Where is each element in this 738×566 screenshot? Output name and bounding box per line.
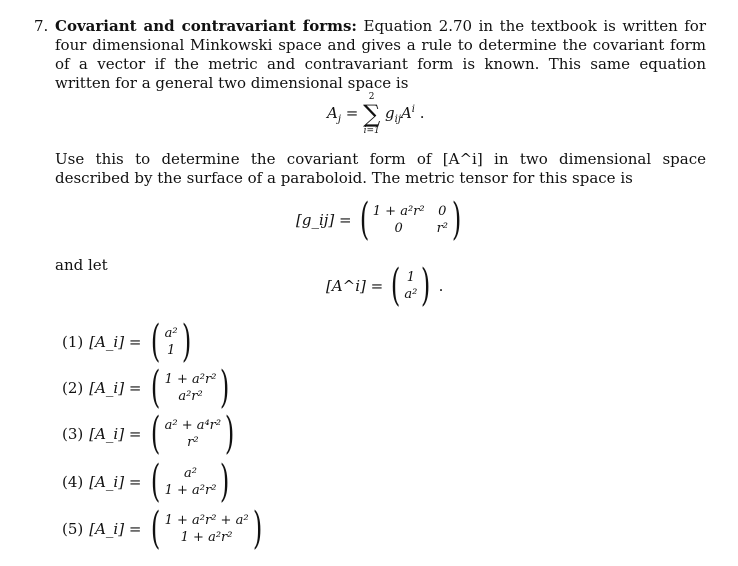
eq-term-g-sub: ij — [394, 114, 401, 125]
left-paren: ( — [151, 362, 161, 413]
eq-term-g: g — [385, 104, 395, 122]
contra-lhs: [A^i] = — [326, 277, 384, 295]
metric-cell-11: 1 + a²r² — [372, 204, 425, 219]
left-paren: ( — [151, 408, 161, 459]
contra-matrix — [326, 260, 444, 311]
contra-cell-1: 1 — [406, 270, 416, 285]
contra-grid — [404, 269, 417, 303]
summation-equation — [327, 92, 425, 136]
metric-cell-12: 0 — [438, 204, 447, 219]
option-cell-2: 1 + a²r² — [180, 530, 233, 545]
metric-equation — [296, 194, 465, 245]
option-label: (5) — [62, 520, 84, 538]
left-paren: ( — [151, 316, 161, 367]
option-label: (1) — [62, 333, 84, 351]
option-grid — [165, 325, 178, 359]
option-lhs: [A_i] = — [89, 473, 142, 491]
sum-upper-limit: 2 — [368, 92, 375, 102]
contra-cell-2: a² — [404, 287, 418, 302]
option-grid — [165, 371, 217, 405]
problem-7 — [34, 17, 706, 93]
option-matrix — [147, 408, 238, 459]
option-cell-1: a² + a⁴r² — [164, 418, 222, 433]
option-1[interactable] — [62, 318, 195, 366]
option-cell-1: a² — [164, 326, 178, 341]
eq-lhs-sub: j — [337, 114, 341, 125]
right-paren: ) — [220, 456, 230, 507]
problem-title: Covariant and contravariant forms: — [55, 17, 357, 35]
right-paren: ) — [252, 503, 262, 554]
option-cell-2: 1 — [166, 343, 176, 358]
problem-intro: Equation 2.70 in the textbook is written for four dimensional Minkowski space and gives a rule to determine the covariant form of a vector if the metric and contravariant form is known. This same equation written for a general two dimensional space is — [55, 17, 707, 92]
left-paren: ( — [151, 456, 161, 507]
option-matrix — [147, 362, 233, 413]
left-paren: ( — [391, 260, 401, 311]
option-grid — [165, 512, 249, 546]
option-cell-2: 1 + a²r² — [164, 483, 217, 498]
right-paren: ) — [451, 194, 462, 245]
option-lhs: [A_i] = — [89, 520, 142, 538]
eq-term-a-sup: i — [411, 104, 415, 115]
and-let-text: and let — [55, 256, 108, 274]
eq-lhs: A — [327, 104, 338, 122]
metric-matrix — [296, 194, 465, 245]
option-matrix — [147, 316, 194, 367]
sum-lower-limit: i=1 — [363, 126, 380, 136]
option-cell-2: r² — [187, 435, 199, 450]
eq-end: . — [419, 104, 425, 122]
contravariant-equation — [326, 260, 444, 311]
option-lhs: [A_i] = — [89, 379, 142, 397]
option-label: (4) — [62, 473, 84, 491]
option-label: (3) — [62, 425, 84, 443]
option-matrix — [147, 456, 233, 507]
option-lhs: [A_i] = — [89, 425, 142, 443]
option-cell-1: 1 + a²r² — [164, 372, 217, 387]
eq-term-a: A — [400, 104, 412, 122]
instruction-paragraph: Use this to determine the covariant form of [A^i] in two dimensional space described by the surface of a paraboloid. The metric tensor for this space is — [55, 150, 706, 187]
option-2[interactable] — [62, 364, 234, 412]
right-paren: ) — [224, 408, 235, 459]
metric-cell-22: r² — [436, 221, 449, 236]
metric-cell-21: 0 — [394, 221, 403, 236]
option-cell-1: 1 + a²r² + a² — [164, 513, 249, 528]
right-paren: ) — [220, 362, 230, 413]
option-cell-2: a²r² — [178, 389, 203, 404]
option-grid — [165, 417, 222, 451]
option-matrix — [147, 503, 265, 554]
problem-intro-paragraph — [55, 17, 706, 93]
metric-grid — [373, 203, 448, 237]
sigma-glyph: ∑ — [363, 100, 381, 128]
left-paren: ( — [359, 194, 369, 245]
problem-number: 7. — [34, 17, 49, 35]
left-paren: ( — [151, 503, 161, 554]
option-5[interactable] — [62, 505, 266, 553]
option-label: (2) — [62, 379, 84, 397]
metric-lhs: [g_ij] = — [296, 211, 352, 229]
option-grid — [165, 465, 217, 499]
right-paren: ) — [181, 316, 191, 367]
option-lhs: [A_i] = — [89, 333, 142, 351]
contra-end: . — [438, 277, 444, 295]
summation-symbol — [363, 92, 380, 136]
eq-equals: = — [345, 104, 359, 122]
option-3[interactable] — [62, 410, 238, 458]
right-paren: ) — [421, 260, 431, 311]
option-4[interactable] — [62, 458, 234, 506]
option-cell-1: a² — [184, 466, 197, 481]
